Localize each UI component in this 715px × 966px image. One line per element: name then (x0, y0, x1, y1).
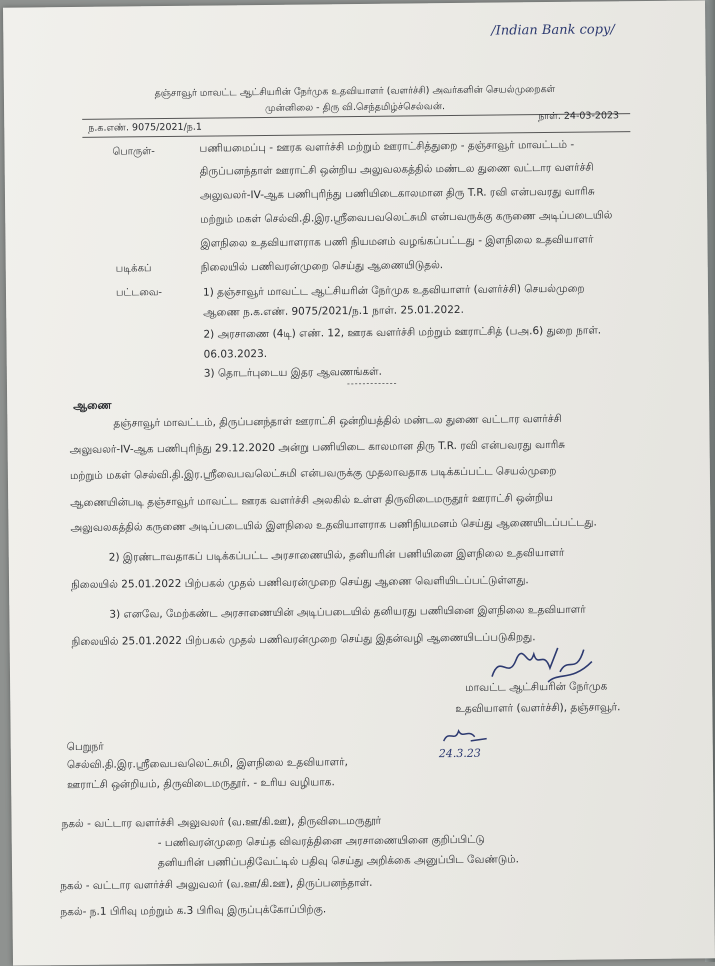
top-handwritten-note: /Indian Bank copy/ (491, 22, 615, 39)
office-header-line2: முன்னிலை - திரு வி.செந்தமிழ்ச்செல்வன். (265, 101, 446, 114)
signatory-office: உதவியாளர் (வளர்ச்சி), தஞ்சாவூர். (455, 701, 621, 716)
initials-scribble-icon (441, 725, 491, 748)
handwritten-date: 24.3.23 (438, 746, 481, 761)
signatory-designation: மாவட்ட ஆட்சியரின் நேர்முக (465, 680, 608, 694)
copy-line: நகல் - வட்டார வளர்ச்சி அலுவலர் (வ.ஊ/கி.ஊ), திருப்பனந்தாள். (60, 876, 373, 893)
references-label-2: பட்டவை- (115, 287, 163, 299)
copy-line: தனியரின் பணிப்பதிவேட்டில் பதிவு செய்து அறிக்கை அனுப்பிட வேண்டும். (157, 853, 520, 870)
subject-line: அலுவலர்-IV-ஆக பணிபுரிந்து பணியிடைகாலமான திரு T.R. ரவி என்பவரது வாரிசு (199, 185, 595, 202)
reference-line: ஆணை ந.க.எண். 9075/2021/ந.1 நாள். 25.01.2022. (203, 303, 464, 319)
order-paragraph-line: ஆணையின்படி தஞ்சாவூர் மாவட்ட ஊரக வளர்ச்சி அலகில் உள்ள திருவிடைமருதூர் ஊராட்சி ஒன்றிய (70, 491, 554, 510)
reference-line: 06.03.2023. (203, 347, 268, 361)
order-date: நாள். 24-03-2023 (538, 110, 620, 123)
reference-line: 3) தொடர்புடைய இதர ஆவணங்கள். (203, 365, 383, 380)
copy-line: நகல் - வட்டார வளர்ச்சி அலுவலர் (வ.ஊ/கி.ஊ), திருவிடைமருதூர் (61, 814, 382, 831)
order-paragraph-line: நிலையில் 25.01.2022 பிற்பகல் முதல் பணிவரன்முறை செய்து இதன்வழி ஆணையிடப்படுகிறது. (71, 631, 536, 649)
copy-line: - பணிவரன்முறை செய்த விவரத்தினை அரசாணையினை குறிப்பிட்டு (157, 833, 485, 850)
order-paragraph-line: 2) இரண்டாவதாகப் படிக்கப்பட்ட அரசாணையில், தனியரின் பணியினை இளநிலை உதவியாளர் (108, 546, 565, 564)
recipient-line: ஊராட்சி ஒன்றியம், திருவிடைமருதூர். - உரிய வழியாக. (67, 776, 335, 792)
subject-label: பொருள்- (112, 146, 155, 158)
subject-line: பணியமைப்பு - ஊரக வளர்ச்சி மற்றும் ஊராட்சித்துறை - தஞ்சாவூர் மாவட்டம் - (199, 138, 575, 155)
order-paragraph-line: 3) எனவே, மேற்கண்ட அரசாணையின் அடிப்படையில் தனியரது பணியினை இளநிலை உதவியாளர் (109, 603, 586, 621)
copy-line: நகல்- ந.1 பிரிவு மற்றும் க.3 பிரிவு இருப்புக்கோப்பிற்கு. (60, 903, 327, 919)
reference-line: 1) தஞ்சாவூர் மாவட்ட ஆட்சியரின் நேர்முக உதவியாளர் (வளர்ச்சி) செயல்முறை (202, 282, 585, 299)
office-header-line1: தஞ்சாவூர் மாவட்ட ஆட்சியரின் நேர்முக உதவியாளர் (வளர்ச்சி) அவர்களின் செயல்முறைகள் (154, 83, 556, 100)
order-paragraph-line: அலுவலகத்தில் கருணை அடிப்படையில் இளநிலை உதவியாளராக பணிநியமனம் செய்து ஆணையிடப்பட்டது. (70, 516, 597, 535)
subject-line: நிலையில் பணிவரன்முறை செய்து ஆணையிடுதல். (200, 259, 444, 274)
order-paragraph-line: தஞ்சாவூர் மாவட்டம், திருப்பனந்தாள் ஊராட்சி ஒன்றியத்தில் மண்டல துணை வட்டார வளர்ச்சி (113, 412, 562, 430)
subject-line: திருப்பனந்தாள் ஊராட்சி ஒன்றிய அலுவலகத்தில் மண்டல துணை வட்டார வளர்ச்சி (199, 161, 594, 178)
order-heading: ஆணை (73, 398, 112, 412)
references-label-1: படிக்கப் (115, 263, 152, 275)
order-document (3, 0, 715, 965)
recipient-label: பெறுநர் (66, 740, 104, 754)
separator-dashes: ------------- (346, 378, 398, 389)
order-paragraph-line: அலுவலர்-IV-ஆக பணிபுரிந்து 29.12.2020 அன்று பணியிடை காலமான திரு T.R. ரவி என்பவரது வாரிசு (69, 438, 566, 457)
file-number: ந.க.எண். 9075/2021/ந.1 (88, 121, 202, 134)
subject-line: மற்றும் மகள் செல்வி.தி.இர.ஸ்ரீவைபவலெட்சுமி என்பவருக்கு கருணை அடிப்படையில் (200, 209, 613, 226)
reference-line: 2) அரசாணை (4டி) எண். 12, ஊரக வளர்ச்சி மற்றும் ஊராட்சித் (பஅ.6) துறை நாள். (203, 324, 602, 341)
subject-line: இளநிலை உதவியாளராக பணி நியமனம் வழங்கப்பட்டது - இளநிலை உதவியாளர் (200, 233, 594, 250)
order-paragraph-line: மற்றும் மகள் செல்வி.தி.இர.ஸ்ரீவைபவலெட்சுமி என்பவருக்கு முதலாவதாக படிக்கப்பட்ட செயல்முறை (69, 464, 557, 483)
recipient-line: செல்வி.தி.இர.ஸ்ரீவைபவலெட்சுமி, இளநிலை உதவியாளர், (66, 756, 348, 772)
order-paragraph-line: நிலையில் 25.01.2022 பிற்பகல் முதல் பணிவரன்முறை செய்து ஆணை வெளியிடப்பட்டுள்ளது. (70, 574, 529, 592)
